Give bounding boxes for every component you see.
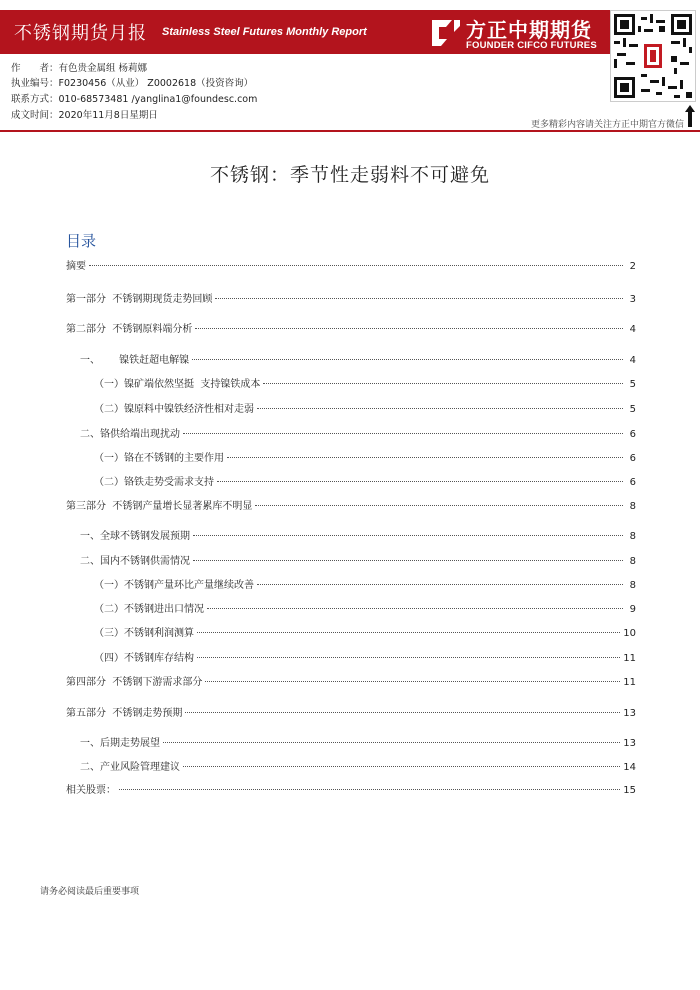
- toc-entry[interactable]: [94, 600, 636, 614]
- toc-entry[interactable]: [66, 704, 636, 718]
- toc-entry-title: （二）不锈钢进出口情况: [94, 604, 204, 615]
- toc-entry-page: 5: [629, 404, 636, 415]
- toc-leader-dots: [257, 584, 623, 585]
- wechat-qr-code: [610, 10, 696, 102]
- toc-entry-page: 5: [629, 379, 636, 390]
- arrow-up-icon: [684, 104, 696, 128]
- toc-leader-dots: [215, 298, 623, 299]
- toc-entry[interactable]: [66, 673, 636, 687]
- toc-entry[interactable]: [66, 290, 636, 304]
- toc-entry[interactable]: [94, 375, 636, 389]
- toc-entry-title: （一）镍矿端依然坚挺 支持镍铁成本: [94, 379, 261, 390]
- toc-leader-dots: [193, 560, 623, 561]
- toc-entry-title: （一）铬在不锈钢的主要作用: [94, 453, 224, 464]
- toc-entry[interactable]: [66, 257, 636, 271]
- toc-entry-title: （二）铬铁走势受需求支持: [94, 477, 214, 488]
- author-label: 作 者：: [11, 63, 59, 74]
- toc-entry-page: 9: [629, 604, 636, 615]
- toc-entry[interactable]: [80, 552, 636, 566]
- toc-entry-title: （一）不锈钢产量环比产量继续改善: [94, 580, 254, 591]
- contact-line: [11, 91, 257, 105]
- toc-leader-dots: [163, 742, 620, 743]
- toc-entry-title: 一、全球不锈钢发展预期: [80, 531, 190, 542]
- footer-disclaimer-note: 请务必阅读最后重要事项: [40, 887, 140, 897]
- toc-leader-dots: [197, 632, 620, 633]
- toc-entry-title: 二、国内不锈钢供需情况: [80, 556, 190, 567]
- toc-leader-dots: [192, 359, 623, 360]
- toc-leader-dots: [195, 328, 623, 329]
- toc-entry[interactable]: [94, 400, 636, 414]
- report-header: [0, 0, 700, 130]
- toc-entry-page: 13: [623, 738, 636, 749]
- toc-entry-page: 8: [629, 501, 636, 512]
- author-value: 有色贵金属组 杨莉娜: [58, 63, 148, 74]
- toc-entry-title: 二、产业风险管理建议: [80, 762, 180, 773]
- license-label: 执业编号：: [11, 78, 59, 89]
- toc-entry-page: 8: [629, 556, 636, 567]
- brand-name: 方正中期期货: [466, 18, 592, 42]
- toc-leader-dots: [119, 789, 620, 790]
- toc-entry[interactable]: [80, 425, 636, 439]
- toc-entry-title: （三）不锈钢利润测算: [94, 628, 194, 639]
- toc-entry-page: 11: [623, 653, 636, 664]
- toc-leader-dots: [205, 681, 620, 682]
- toc-entry-page: 8: [629, 580, 636, 591]
- toc-leader-dots: [257, 408, 623, 409]
- toc-entry[interactable]: [94, 576, 636, 590]
- toc-entry-page: 13: [623, 708, 636, 719]
- toc-entry[interactable]: [80, 734, 636, 748]
- toc-leader-dots: [183, 433, 623, 434]
- toc-heading: 目录: [66, 232, 97, 250]
- toc-entry-title: 相关股票：: [66, 785, 116, 796]
- toc-entry-page: 10: [623, 628, 636, 639]
- report-subtitle: Stainless Steel Futures Monthly Report: [162, 26, 367, 38]
- toc-leader-dots: [207, 608, 623, 609]
- document-title: 不锈钢：季节性走弱料不可避免: [209, 164, 490, 186]
- toc-leader-dots: [227, 457, 623, 458]
- header-divider: [0, 130, 700, 132]
- toc-leader-dots: [183, 766, 620, 767]
- toc-entry-page: 6: [629, 429, 636, 440]
- license-value: F0230456（从业） Z0002618（投资咨询）: [58, 78, 254, 89]
- contact-value[interactable]: 010-68573481 /yanglina1@foundesc.com: [58, 94, 258, 105]
- toc-entry-title: （四）不锈钢库存结构: [94, 653, 194, 664]
- toc-entry[interactable]: [80, 527, 636, 541]
- toc-leader-dots: [217, 481, 623, 482]
- toc-entry[interactable]: [66, 497, 636, 511]
- toc-leader-dots: [185, 712, 620, 713]
- toc-entry-page: 4: [629, 324, 636, 335]
- toc-entry-page: 6: [629, 477, 636, 488]
- toc-entry[interactable]: [66, 320, 636, 334]
- toc-entry[interactable]: [66, 781, 636, 795]
- date-value: 2020年11月8日星期日: [58, 110, 158, 121]
- toc-entry-page: 3: [629, 294, 636, 305]
- toc-entry-title: 摘要: [66, 261, 86, 272]
- toc-entry-title: 二、铬供给端出现扰动: [80, 429, 180, 440]
- report-title: 不锈钢期货月报: [14, 23, 147, 44]
- license-line: [11, 75, 253, 89]
- toc-entry-page: 6: [629, 453, 636, 464]
- toc-entry-page: 8: [629, 531, 636, 542]
- toc-entry[interactable]: [80, 758, 636, 772]
- toc-leader-dots: [255, 505, 623, 506]
- date-line: [11, 107, 158, 121]
- toc-entry-title: （二）镍原料中镍铁经济性相对走弱: [94, 404, 254, 415]
- toc-entry[interactable]: [94, 449, 636, 463]
- toc-leader-dots: [89, 265, 623, 266]
- toc-entry[interactable]: [80, 351, 636, 365]
- contact-label: 联系方式：: [11, 94, 59, 105]
- brand-name-en: FOUNDER CIFCO FUTURES: [466, 40, 597, 51]
- toc-entry-page: 11: [623, 677, 636, 688]
- toc-entry[interactable]: [94, 649, 636, 663]
- toc-entry-page: 14: [623, 762, 636, 773]
- toc-entry-title: 第五部分 不锈钢走势预期: [66, 708, 183, 719]
- toc-entry-title: 第三部分 不锈钢产量增长显著累库不明显: [66, 501, 253, 512]
- toc-leader-dots: [197, 657, 620, 658]
- toc-entry-title: 一、 镍铁赶超电解镍: [80, 355, 190, 366]
- toc-entry-title: 第四部分 不锈钢下游需求部分: [66, 677, 203, 688]
- brand-logo-icon: [428, 18, 462, 48]
- qr-code-icon: [614, 14, 692, 98]
- author-line: [11, 60, 147, 74]
- toc-leader-dots: [193, 535, 623, 536]
- toc-entry-page: 4: [629, 355, 636, 366]
- toc-entry[interactable]: [94, 624, 636, 638]
- toc-entry-page: 2: [629, 261, 636, 272]
- follow-wechat-note: 更多精彩内容请关注方正中期官方微信: [530, 120, 684, 130]
- toc-leader-dots: [263, 383, 623, 384]
- toc-entry-title: 一、后期走势展望: [80, 738, 160, 749]
- date-label: 成文时间：: [11, 110, 59, 121]
- toc-entry[interactable]: [94, 473, 636, 487]
- toc-entry-title: 第二部分 不锈钢原料端分析: [66, 324, 193, 335]
- toc-entry-title: 第一部分 不锈钢期现货走势回顾: [66, 294, 213, 305]
- toc-entry-page: 15: [623, 785, 636, 796]
